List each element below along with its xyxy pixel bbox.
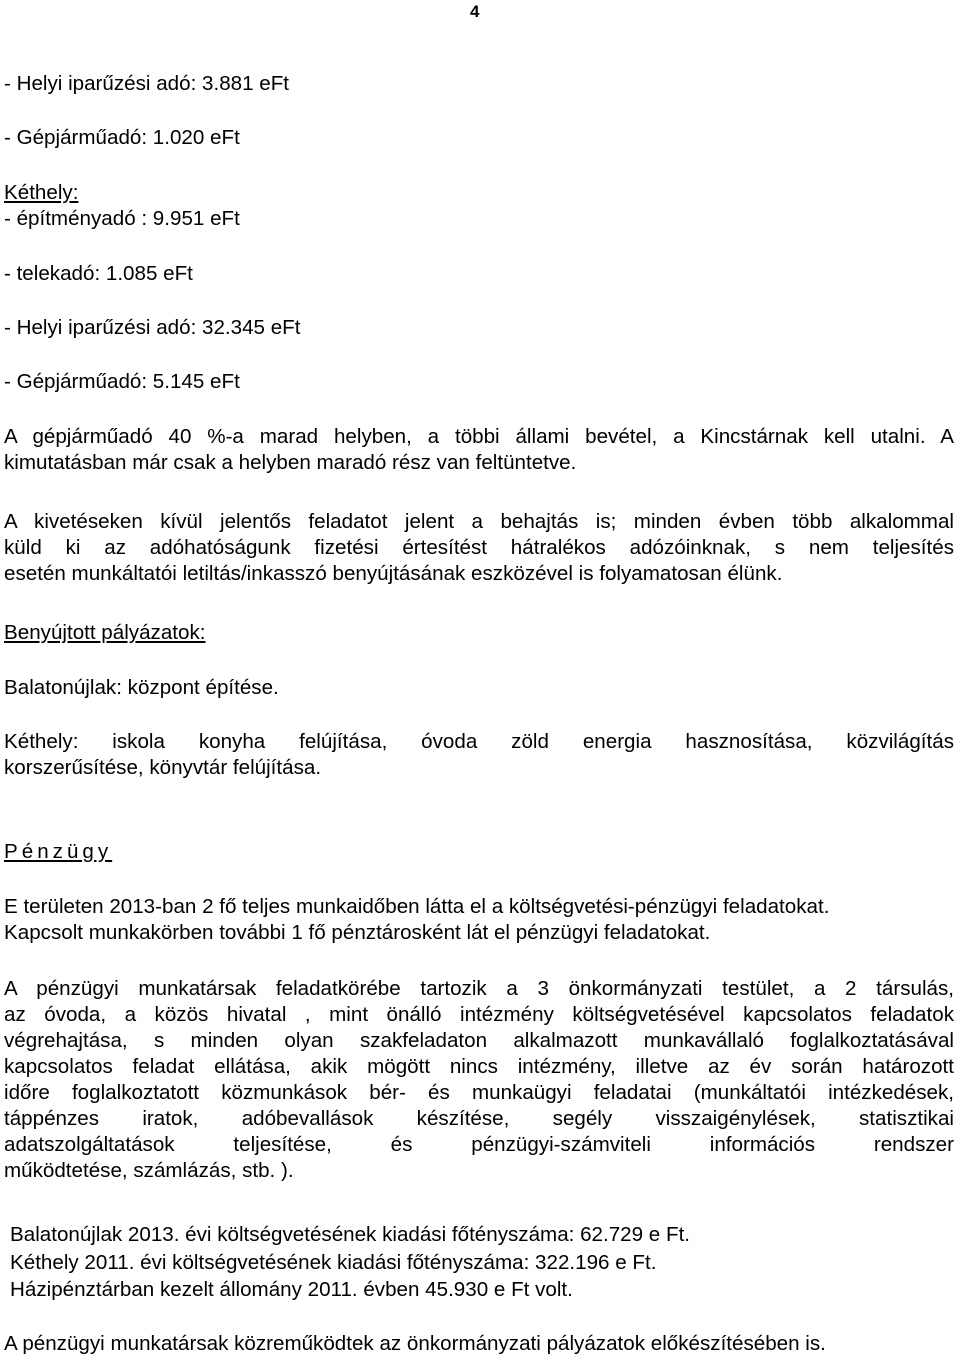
- kethely-applications: [4, 729, 954, 781]
- tax-line: - Gépjárműadó: 5.145 eFt: [4, 370, 240, 393]
- finance-heading: Pénzügy: [4, 840, 113, 863]
- text-line: kimutatásban már csak a helyben maradó rész van feltüntetve.: [4, 451, 577, 474]
- budget-figure: Házipénztárban kezelt állomány 2011. évben 45.930 e Ft volt.: [10, 1278, 573, 1301]
- budget-figure: Kéthely 2011. évi költségvetésének kiadási főtényszáma: 322.196 e Ft.: [10, 1251, 657, 1274]
- text-line: E területen 2013-ban 2 fő teljes munkaidőben látta el a költségvetési-pénzügyi feladatokat.: [4, 895, 830, 918]
- tax-line: - Helyi iparűzési adó: 3.881 eFt: [4, 72, 290, 95]
- collection-paragraph: [4, 509, 954, 587]
- text-line: korszerűsítése, könyvtár felújítása.: [4, 756, 322, 779]
- text-line: A kivetéseken kívül jelentős feladatot jelent a behajtás is; minden évben több alkalommal: [4, 510, 954, 533]
- text-line: küld ki az adóhatóságunk fizetési értesítést hátralékos adózóinknak, s nem teljesítés: [4, 536, 954, 559]
- budget-figure: Balatonújlak 2013. évi költségvetésének kiadási főtényszáma: 62.729 e Ft.: [10, 1223, 691, 1246]
- text-line: A gépjárműadó 40 %-a marad helyben, a többi állami bevétel, a Kincstárnak kell utalni. A: [4, 425, 954, 448]
- finance-staff: [4, 894, 954, 946]
- text-line: végrehajtása, s minden olyan szakfeladaton alkalmazott munkavállaló foglalkoztatásával: [4, 1029, 954, 1052]
- tax-line: - építményadó : 9.951 eFt: [4, 207, 240, 230]
- text-line: adatszolgáltatások teljesítése, és pénzügyi-számviteli információs rendszer: [4, 1133, 954, 1156]
- kethely-heading: Kéthely:: [4, 181, 79, 204]
- finance-duties: [4, 976, 954, 1184]
- vehicle-tax-note: [4, 424, 954, 476]
- text-line: A pénzügyi munkatársak feladatkörébe tartozik a 3 önkormányzati testület, a 2 társulás,: [4, 977, 954, 1000]
- text-line: táppénzes iratok, adóbevallások készítése, segély visszaigénylések, statisztikai: [4, 1107, 954, 1130]
- tax-line: - Gépjárműadó: 1.020 eFt: [4, 126, 240, 149]
- text-line: az óvoda, a közös hivatal , mint önálló intézmény költségvetésével kapcsolatos feladatok: [4, 1003, 954, 1026]
- applications-heading: Benyújtott pályázatok:: [4, 621, 206, 644]
- closing-sentence: A pénzügyi munkatársak közreműködtek az önkormányzati pályázatok előkészítésében is.: [4, 1332, 826, 1355]
- text-line: Kéthely: iskola konyha felújítása, óvoda zöld energia hasznosítása, közvilágítás: [4, 730, 954, 753]
- text-line: időre foglalkoztatott közmunkások bér- és munkaügyi feladatai (munkáltatói intézkedések,: [4, 1081, 954, 1104]
- page-number: 4: [470, 2, 480, 21]
- text-line: esetén munkáltatói letiltás/inkasszó benyújtásának eszközével is folyamatosan élünk.: [4, 562, 783, 585]
- balatonujlak-application: Balatonújlak: központ építése.: [4, 676, 279, 699]
- tax-line: - Helyi iparűzési adó: 32.345 eFt: [4, 316, 301, 339]
- text-line: kapcsolatos feladat ellátása, akik mögött nincs intézmény, illetve az év során határozott: [4, 1055, 954, 1078]
- text-line: működtetése, számlázás, stb. ).: [4, 1159, 294, 1182]
- tax-line: - telekadó: 1.085 eFt: [4, 262, 193, 285]
- text-line: Kapcsolt munkakörben további 1 fő pénztárosként lát el pénzügyi feladatokat.: [4, 921, 711, 944]
